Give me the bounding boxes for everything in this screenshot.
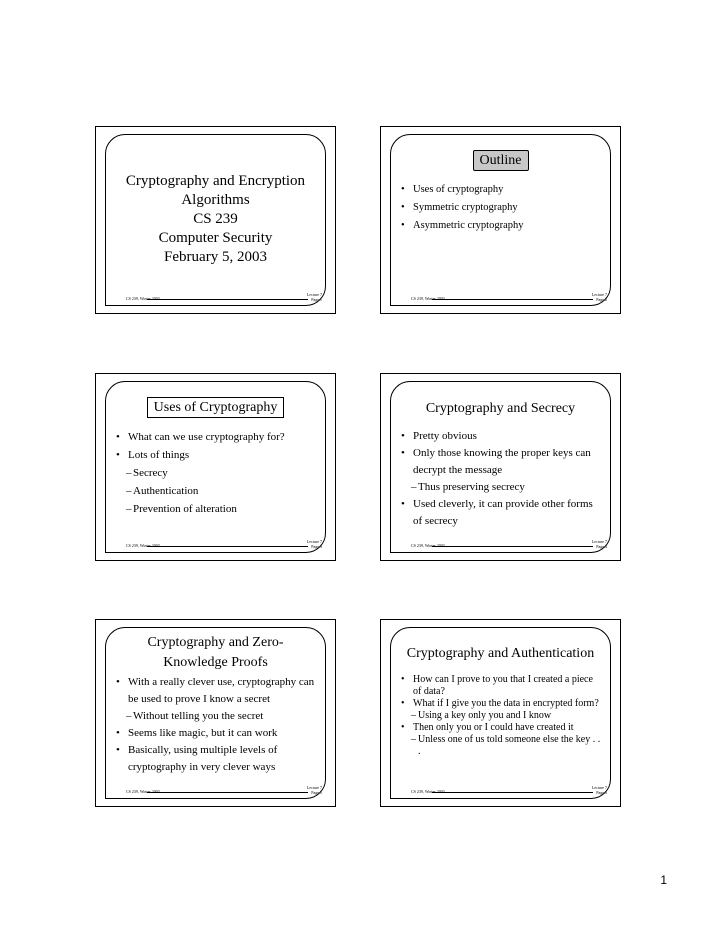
bullet-item: • How can I prove to you that I created a piece of data? bbox=[401, 674, 602, 698]
bullet-item: • Used cleverly, it can provide other forms of secrecy bbox=[401, 496, 602, 530]
bullet-item: • What if I give you the data in encrypted form? bbox=[401, 698, 602, 710]
slide-title: Cryptography and Secrecy bbox=[425, 401, 576, 416]
sub-bullet-item: – Authentication bbox=[116, 482, 329, 500]
footer-lecture-page: Lecture 7 Page 5 bbox=[306, 785, 322, 795]
bullet-list bbox=[401, 181, 614, 235]
slide-3 bbox=[95, 373, 336, 561]
footer-course: CS 239, Winter 2003 bbox=[411, 543, 445, 548]
slide-title: Cryptography and Encryption Algorithms CS 239 Computer Security February 5, 2003 bbox=[125, 173, 306, 265]
bullet-list bbox=[116, 428, 329, 518]
slide-6 bbox=[380, 619, 621, 807]
slide-title: Uses of Cryptography bbox=[96, 397, 335, 418]
bullet-item: • Then only you or I could have created it bbox=[401, 722, 602, 734]
footer-course: CS 239, Winter 2003 bbox=[126, 296, 160, 301]
bullet-item: • Basically, using multiple levels of cryptography in very clever ways bbox=[116, 742, 319, 776]
bullet-list bbox=[401, 674, 602, 758]
bullet-list bbox=[116, 674, 319, 776]
footer-lecture-page: Lecture 7 Page 3 bbox=[306, 539, 322, 549]
sub-bullet-item: – Prevention of alteration bbox=[116, 500, 329, 518]
slide-4 bbox=[380, 373, 621, 561]
sub-bullet-item: – Unless one of us told someone else the key . . . bbox=[401, 734, 602, 758]
footer-divider bbox=[147, 792, 308, 793]
slide-2 bbox=[380, 126, 621, 314]
footer-course: CS 239, Winter 2003 bbox=[126, 789, 160, 794]
footer-lecture-page: Lecture 7 Page 6 bbox=[591, 785, 607, 795]
footer-divider bbox=[432, 546, 593, 547]
sub-bullet-item: – Without telling you the secret bbox=[116, 708, 319, 725]
slide-title: Cryptography and Zero- Knowledge Proofs bbox=[147, 635, 284, 670]
bullet-item: • Only those knowing the proper keys can decrypt the message bbox=[401, 445, 602, 479]
sub-bullet-item: – Thus preserving secrecy bbox=[401, 479, 602, 496]
footer-lecture-page: Lecture 7 Page 2 bbox=[591, 292, 607, 302]
sub-bullet-item: – Secrecy bbox=[116, 464, 329, 482]
bullet-item: • With a really clever use, cryptography can be used to prove I know a secret bbox=[116, 674, 319, 708]
sub-bullet-item: – Using a key only you and I know bbox=[401, 710, 602, 722]
bullet-item: • Symmetric cryptography bbox=[401, 199, 614, 217]
footer-divider bbox=[432, 299, 593, 300]
bullet-item: • Seems like magic, but it can work bbox=[116, 725, 319, 742]
bullet-item: • What can we use cryptography for? bbox=[116, 428, 329, 446]
bullet-item: • Asymmetric cryptography bbox=[401, 217, 614, 235]
bullet-list bbox=[401, 428, 602, 530]
footer-lecture-page: Lecture 7 Page 1 bbox=[306, 292, 322, 302]
slide-title: Outline bbox=[381, 150, 620, 171]
bullet-item: • Uses of cryptography bbox=[401, 181, 614, 199]
footer-divider bbox=[147, 299, 308, 300]
footer-course: CS 239, Winter 2003 bbox=[411, 789, 445, 794]
footer-divider bbox=[432, 792, 593, 793]
bullet-item: • Lots of things bbox=[116, 446, 329, 464]
bullet-item: • Pretty obvious bbox=[401, 428, 602, 445]
page-number: 1 bbox=[660, 873, 667, 887]
slide-title: Cryptography and Authentication bbox=[406, 646, 595, 661]
footer-course: CS 239, Winter 2003 bbox=[126, 543, 160, 548]
slide-5 bbox=[95, 619, 336, 807]
footer-course: CS 239, Winter 2003 bbox=[411, 296, 445, 301]
footer-divider bbox=[147, 546, 308, 547]
footer-lecture-page: Lecture 7 Page 4 bbox=[591, 539, 607, 549]
slide-1 bbox=[95, 126, 336, 314]
